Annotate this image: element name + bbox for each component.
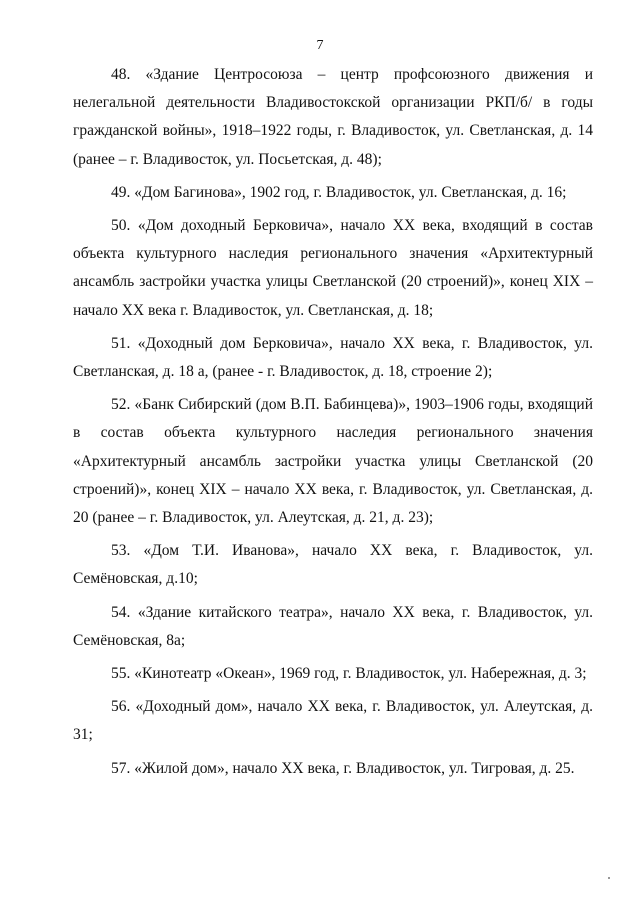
list-item-56: 56. «Доходный дом», начало XX века, г. Владивосток, ул. Алеутская, д. 31; <box>73 698 593 744</box>
list-item-51: 51. «Доходный дом Берковича», начало XX века, г. Владивосток, ул. Светланская, д. 18 а, (ранее - г. Владивосток, д. 18, строение 2); <box>73 334 593 381</box>
list-item-49: 49. «Дом Багинова», 1902 год, г. Владивосток, ул. Светланская, д. 16; <box>111 183 567 201</box>
scan-speck <box>608 877 610 879</box>
list-item-55: 55. «Кинотеатр «Океан», 1969 год, г. Владивосток, ул. Набережная, д. 3; <box>111 665 587 683</box>
list-item-53: 53. «Дом Т.И. Иванова», начало XX века, г. Владивосток, ул. Семёновская, д.10; <box>73 542 593 588</box>
page-number: 7 <box>316 38 324 53</box>
list-item-50: 50. «Дом доходный Берковича», начало XX века, входящий в состав объекта культурного наследия регионального значения «Архитектурный ансамбль застройки участка улицы Светланской (20 строений)», конец XIX – начало XX века г. Владивосток, ул. Светланская, д. 18; <box>73 217 593 319</box>
heritage-site-list <box>73 61 593 783</box>
list-item-54: 54. «Здание китайского театра», начало XX века, г. Владивосток, ул. Семёновская, 8а; <box>73 603 593 649</box>
list-item-48: 48. «Здание Центросоюза – центр профсоюзного движения и нелегальной деятельности Владивостокской организации РКП/б/ в годы гражданской войны», 1918–1922 годы, г. Владивосток, ул. Светланская, д. 14 (ранее – г. Владивосток, ул. Посьетская, д. 48); <box>73 66 593 168</box>
list-item-57: 57. «Жилой дом», начало XX века, г. Владивосток, ул. Тигровая, д. 25. <box>111 759 575 777</box>
list-item-52: 52. «Банк Сибирский (дом В.П. Бабинцева)», 1903–1906 годы, входящий в состав объекта культурного наследия регионального значения «Архитектурный ансамбль застройки участка улицы Светланской (20 строений)», конец XIX – начало XX века, г. Владивосток, ул. Светланская, д. 20 (ранее – г. Владивосток, ул. Алеутская, д. 21, д. 23); <box>73 396 593 527</box>
